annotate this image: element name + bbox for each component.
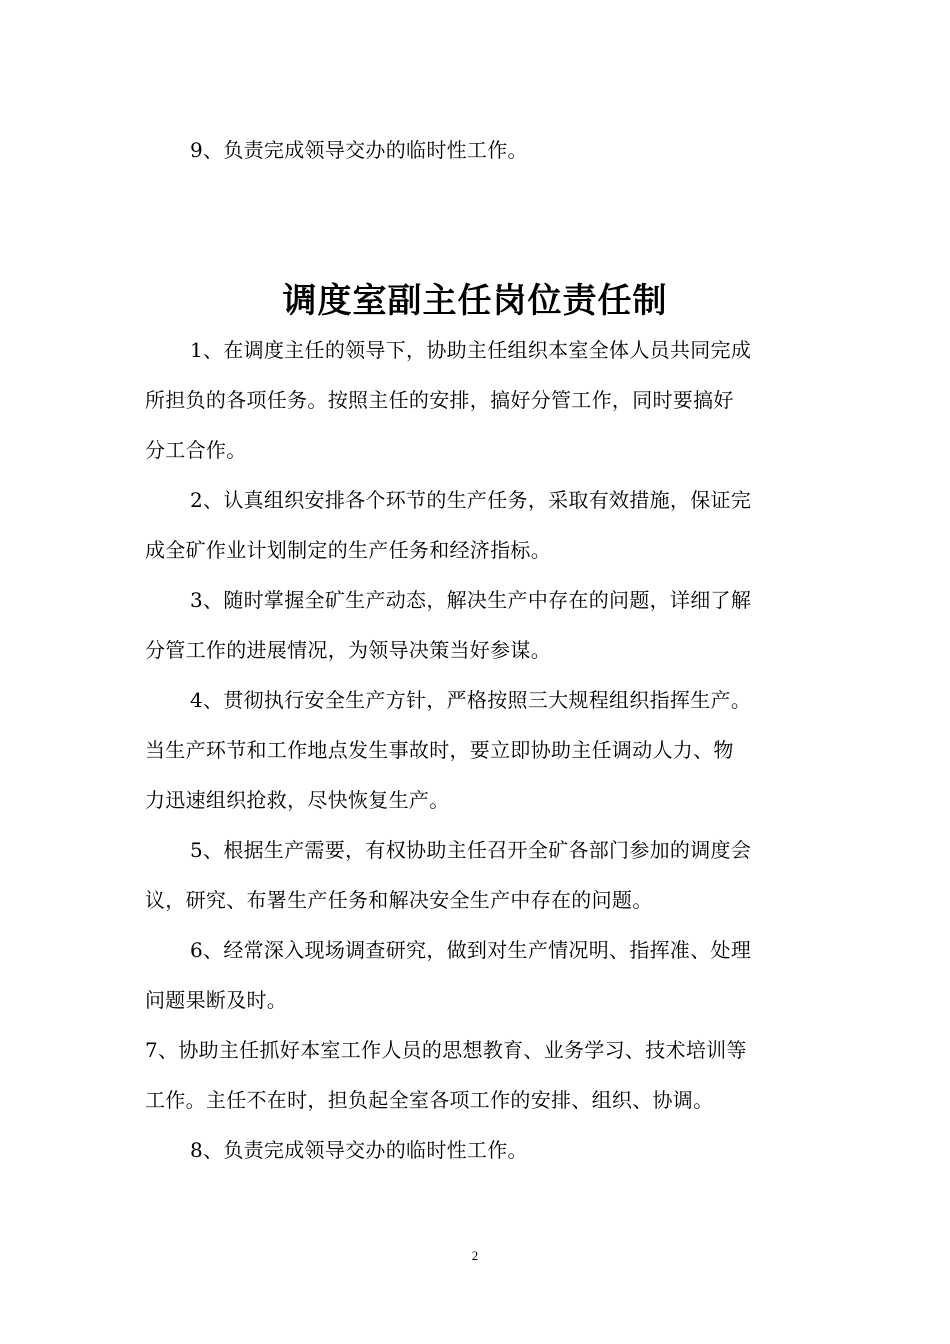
item-3-line-2: 分管工作的进展情况，为领导决策当好参谋。	[145, 638, 551, 662]
item-4-line-2: 当生产环节和工作地点发生事故时，要立即协助主任调动人力、物	[145, 738, 734, 762]
page-number: 2	[471, 1248, 479, 1263]
item-5-line-2: 议，研究、布署生产任务和解决安全生产中存在的问题。	[145, 888, 653, 912]
item-3-line-1: 3、随时掌握全矿生产动态，解决生产中存在的问题，详细了解	[190, 588, 752, 612]
item-7-line-2: 工作。主任不在时，担负起全室各项工作的安排、组织、协调。	[145, 1088, 714, 1112]
previous-item-9: 9、负责完成领导交办的临时性工作。	[190, 138, 528, 162]
item-1-line-2: 所担负的各项任务。按照主任的安排，搞好分管工作，同时要搞好	[145, 388, 734, 412]
item-4-line-3: 力迅速组织抢救，尽快恢复生产。	[145, 788, 450, 812]
item-1-line-1: 1、在调度主任的领导下，协助主任组织本室全体人员共同完成	[190, 338, 752, 362]
item-2-line-2: 成全矿作业计划制定的生产任务和经济指标。	[145, 538, 551, 562]
item-2-line-1: 2、认真组织安排各个环节的生产任务，采取有效措施，保证完	[190, 488, 752, 512]
document-title: 调度室副主任岗位责任制	[282, 281, 668, 321]
item-5-line-1: 5、根据生产需要，有权协助主任召开全矿各部门参加的调度会	[190, 838, 752, 862]
item-4-line-1: 4、贯彻执行安全生产方针，严格按照三大规程组织指挥生产。	[190, 688, 752, 712]
item-1-line-3: 分工合作。	[145, 438, 247, 462]
item-6-line-2: 问题果断及时。	[145, 988, 288, 1012]
item-8-line-1: 8、负责完成领导交办的临时性工作。	[190, 1138, 528, 1162]
item-6-line-1: 6、经常深入现场调查研究，做到对生产情况明、指挥准、处理	[190, 938, 752, 962]
item-7-line-1: 7、协助主任抓好本室工作人员的思想教育、业务学习、技术培训等	[145, 1038, 747, 1062]
